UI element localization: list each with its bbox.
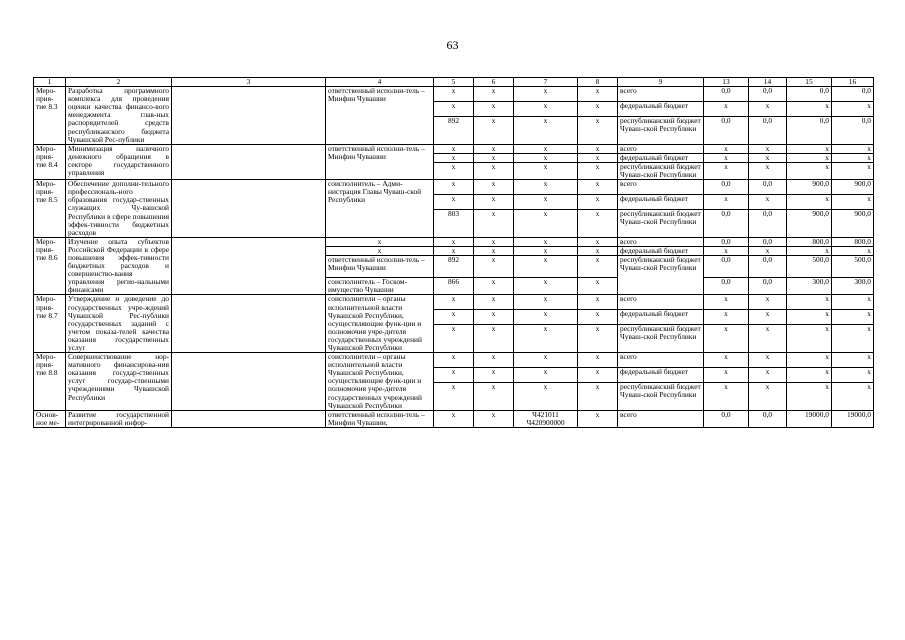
cell-col6: x xyxy=(474,410,514,427)
cell-col6: x xyxy=(474,310,514,325)
cell-col16: 800,0 xyxy=(832,237,874,246)
cell-col8: x xyxy=(578,237,618,246)
cell-col5: x xyxy=(434,237,474,246)
cell-col13: x xyxy=(704,101,749,116)
cell-col14: 0,0 xyxy=(749,255,787,277)
cell-col14: x xyxy=(749,295,787,310)
cell-col16: x xyxy=(832,310,874,325)
cell-funding-source: всего xyxy=(618,237,704,246)
cell-executor: соисполнитель – Адми-нистрация Главы Чуваш-ской Республики xyxy=(326,180,434,238)
column-header: 5 xyxy=(434,78,474,87)
cell-col8: x xyxy=(578,180,618,195)
cell-col8: x xyxy=(578,101,618,116)
cell-col13: 0,0 xyxy=(704,209,749,237)
cell-col6: x xyxy=(474,209,514,237)
cell-col5: 892 xyxy=(434,116,474,144)
cell-col16: 500,0 xyxy=(832,255,874,277)
cell-col7: x xyxy=(514,278,578,295)
cell-funding-source: республиканский бюджет Чуваш-ской Республики xyxy=(618,209,704,237)
column-header: 4 xyxy=(326,78,434,87)
cell-col16: 0,0 xyxy=(832,116,874,144)
page-number: 63 xyxy=(446,38,459,52)
column-header: 8 xyxy=(578,78,618,87)
cell-col16: x xyxy=(832,382,874,410)
cell-col16: x xyxy=(832,367,874,382)
cell-col3 xyxy=(172,295,326,353)
cell-col5: x xyxy=(434,144,474,153)
cell-col6: x xyxy=(474,237,514,246)
cell-col16: x xyxy=(832,162,874,179)
column-header: 2 xyxy=(66,78,172,87)
cell-measure-name: Утверждение и доведение до государственных учре-ждений Чувашской Рес-публики государственных заданий с учетом показа-телей качества оказания государственных услуг xyxy=(66,295,172,353)
cell-col8: x xyxy=(578,144,618,153)
cell-col15: 19000,0 xyxy=(787,410,832,427)
cell-col7: x xyxy=(514,382,578,410)
cell-measure-code: Меро- прия- тие 8.6 xyxy=(34,237,66,295)
cell-col13: 0,0 xyxy=(704,410,749,427)
cell-col14: 0,0 xyxy=(749,116,787,144)
cell-executor: соисполнители – органы исполнительной власти Чувашской Республики, осуществляющие функ-ции и полномочия учре-дителя государственных учреждений Чувашской Республики xyxy=(326,295,434,353)
cell-col5: x xyxy=(434,295,474,310)
cell-col7: x xyxy=(514,325,578,353)
cell-measure-code: Меро- прия- тие 8.7 xyxy=(34,295,66,353)
cell-col15: 800,0 xyxy=(787,237,832,246)
cell-col7: x xyxy=(514,116,578,144)
table-row xyxy=(34,410,874,427)
cell-col15: x xyxy=(787,153,832,162)
column-header: 13 xyxy=(704,78,749,87)
cell-col5: x xyxy=(434,87,474,102)
cell-col6: x xyxy=(474,162,514,179)
cell-col14: 0,0 xyxy=(749,180,787,195)
cell-col5: x xyxy=(434,101,474,116)
cell-col7: x xyxy=(514,353,578,368)
cell-col6: x xyxy=(474,246,514,255)
cell-col5: x xyxy=(434,410,474,427)
column-header: 3 xyxy=(172,78,326,87)
cell-col16: 900,0 xyxy=(832,180,874,195)
cell-funding-source: федеральный бюджет xyxy=(618,367,704,382)
cell-executor: ответственный исполни-тель – Минфин Чувашии, xyxy=(326,410,434,427)
cell-measure-code: Меро- прия- тие 8.4 xyxy=(34,144,66,179)
cell-col14: x xyxy=(749,194,787,209)
cell-col13: 0,0 xyxy=(704,237,749,246)
cell-funding-source: республиканский бюджет Чуваш-ской Республики xyxy=(618,325,704,353)
cell-funding-source: всего xyxy=(618,295,704,310)
cell-col7: x xyxy=(514,101,578,116)
cell-funding-source: всего xyxy=(618,144,704,153)
column-header: 16 xyxy=(832,78,874,87)
table-row xyxy=(34,144,874,153)
cell-funding-source: федеральный бюджет xyxy=(618,310,704,325)
cell-col16: x xyxy=(832,101,874,116)
cell-col15: x xyxy=(787,382,832,410)
cell-col16: 900,0 xyxy=(832,209,874,237)
cell-col14: x xyxy=(749,310,787,325)
cell-col6: x xyxy=(474,353,514,368)
cell-col7: x xyxy=(514,144,578,153)
budget-table xyxy=(33,77,874,428)
cell-col15: 300,0 xyxy=(787,278,832,295)
cell-funding-source: республиканский бюджет Чуваш-ской Республики xyxy=(618,382,704,410)
cell-measure-name: Минимизация наличного денежного обращения в секторе государственного управления xyxy=(66,144,172,179)
cell-col14: x xyxy=(749,367,787,382)
cell-col8: x xyxy=(578,87,618,102)
cell-col7: x xyxy=(514,295,578,310)
cell-measure-code: Меро- прия- тие 8.8 xyxy=(34,353,66,411)
cell-col14: x xyxy=(749,325,787,353)
cell-executor: x xyxy=(326,237,434,246)
cell-col8: x xyxy=(578,246,618,255)
cell-funding-source: федеральный бюджет xyxy=(618,194,704,209)
cell-col15: x xyxy=(787,101,832,116)
cell-col8: x xyxy=(578,116,618,144)
cell-col8: x xyxy=(578,278,618,295)
cell-col16: 0,0 xyxy=(832,87,874,102)
cell-measure-code: Основ- ное ме- xyxy=(34,410,66,427)
cell-col5: x xyxy=(434,310,474,325)
column-header: 9 xyxy=(618,78,704,87)
cell-col15: x xyxy=(787,367,832,382)
cell-col13: 0,0 xyxy=(704,87,749,102)
cell-col5: 803 xyxy=(434,209,474,237)
cell-measure-name: Разработка программного комплекса для проведения оценки качества финансо-вого менеджмента глав-ных распорядителей средств республиканского бюджета Чувашской Рес-публики xyxy=(66,87,172,145)
cell-col3 xyxy=(172,144,326,179)
cell-col8: x xyxy=(578,194,618,209)
cell-col5: 892 xyxy=(434,255,474,277)
column-header: 1 xyxy=(34,78,66,87)
column-header: 15 xyxy=(787,78,832,87)
cell-col8: x xyxy=(578,410,618,427)
cell-col6: x xyxy=(474,87,514,102)
cell-col14: x xyxy=(749,353,787,368)
cell-col7: x xyxy=(514,255,578,277)
cell-measure-name: Развитие государственной интегрированной инфор- xyxy=(66,410,172,427)
cell-col13: 0,0 xyxy=(704,116,749,144)
cell-col13: 0,0 xyxy=(704,278,749,295)
cell-col5: 866 xyxy=(434,278,474,295)
cell-funding-source: федеральный бюджет xyxy=(618,153,704,162)
cell-col16: 300,0 xyxy=(832,278,874,295)
table-row xyxy=(34,237,874,246)
cell-col14: x xyxy=(749,101,787,116)
cell-executor: ответственный исполни-тель – Минфин Чувашии xyxy=(326,255,434,277)
cell-col13: x xyxy=(704,194,749,209)
cell-col13: x xyxy=(704,144,749,153)
cell-col13: x xyxy=(704,367,749,382)
cell-col7: x xyxy=(514,180,578,195)
cell-col6: x xyxy=(474,295,514,310)
cell-col13: x xyxy=(704,310,749,325)
cell-col13: x xyxy=(704,325,749,353)
cell-col14: x xyxy=(749,162,787,179)
cell-col15: 0,0 xyxy=(787,116,832,144)
cell-col6: x xyxy=(474,278,514,295)
cell-col15: x xyxy=(787,295,832,310)
cell-funding-source: всего xyxy=(618,353,704,368)
table-row xyxy=(34,295,874,310)
cell-col7: x xyxy=(514,87,578,102)
cell-col13: 0,0 xyxy=(704,180,749,195)
cell-col7: x xyxy=(514,237,578,246)
cell-col5: x xyxy=(434,180,474,195)
cell-col8: x xyxy=(578,382,618,410)
cell-col15: 500,0 xyxy=(787,255,832,277)
cell-funding-source: федеральный бюджет xyxy=(618,101,704,116)
cell-col5: x xyxy=(434,162,474,179)
cell-col15: 900,0 xyxy=(787,180,832,195)
cell-col7: x xyxy=(514,310,578,325)
cell-col16: x xyxy=(832,246,874,255)
cell-col15: x xyxy=(787,325,832,353)
cell-col7: x xyxy=(514,246,578,255)
cell-col14: 0,0 xyxy=(749,87,787,102)
cell-col13: x xyxy=(704,382,749,410)
cell-col16: 19000,0 xyxy=(832,410,874,427)
cell-col6: x xyxy=(474,382,514,410)
cell-col8: x xyxy=(578,162,618,179)
cell-col6: x xyxy=(474,367,514,382)
cell-col3 xyxy=(172,237,326,295)
cell-col7: x xyxy=(514,162,578,179)
cell-funding-source: республиканский бюджет Чуваш-ской Республики xyxy=(618,162,704,179)
cell-col15: x xyxy=(787,353,832,368)
cell-col15: 0,0 xyxy=(787,87,832,102)
cell-col16: x xyxy=(832,194,874,209)
cell-col8: x xyxy=(578,209,618,237)
cell-col6: x xyxy=(474,101,514,116)
cell-col14: x xyxy=(749,382,787,410)
cell-col5: x xyxy=(434,194,474,209)
cell-measure-name: Совершенствование нор-мативного финансирова-ния оказания государ-ственных услуг государ-ственными учреждениями Чувашской Республики xyxy=(66,353,172,411)
cell-col16: x xyxy=(832,144,874,153)
cell-col14: 0,0 xyxy=(749,237,787,246)
header-row xyxy=(34,78,874,87)
cell-col16: x xyxy=(832,325,874,353)
table-row xyxy=(34,87,874,102)
cell-measure-code: Меро- прия- тие 8.5 xyxy=(34,180,66,238)
cell-col5: x xyxy=(434,246,474,255)
cell-col8: x xyxy=(578,353,618,368)
cell-col6: x xyxy=(474,116,514,144)
cell-col8: x xyxy=(578,367,618,382)
cell-col13: x xyxy=(704,295,749,310)
cell-executor: x xyxy=(326,246,434,255)
cell-funding-source: всего xyxy=(618,180,704,195)
cell-col15: x xyxy=(787,162,832,179)
cell-executor: соисполнители – органы исполнительной власти Чувашской Республики, осуществляющие функ-ции и полномочия учре-дителя государственных учреждений Чувашской Республики xyxy=(326,353,434,411)
cell-measure-name: Изучение опыта субъектов Российской Федерации в сфере повышения эффек-тивности бюджетных расходов и совершенство-вания управления регио-нальными финансами xyxy=(66,237,172,295)
column-header: 14 xyxy=(749,78,787,87)
cell-col14: x xyxy=(749,153,787,162)
cell-col6: x xyxy=(474,180,514,195)
cell-col6: x xyxy=(474,194,514,209)
cell-col6: x xyxy=(474,255,514,277)
cell-col15: x xyxy=(787,246,832,255)
cell-funding-source: республиканский бюджет Чуваш-ской Республики xyxy=(618,255,704,294)
cell-col8: x xyxy=(578,325,618,353)
cell-col13: x xyxy=(704,246,749,255)
cell-executor: соисполнитель – Госком-имущество Чувашии xyxy=(326,278,434,295)
cell-col5: x xyxy=(434,367,474,382)
cell-executor: ответственный исполни-тель – Минфин Чувашии xyxy=(326,144,434,179)
cell-col7: x xyxy=(514,209,578,237)
cell-col8: x xyxy=(578,255,618,277)
cell-col14: 0,0 xyxy=(749,209,787,237)
cell-col3 xyxy=(172,353,326,411)
column-header: 6 xyxy=(474,78,514,87)
cell-col3 xyxy=(172,87,326,145)
cell-funding-source: федеральный бюджет xyxy=(618,246,704,255)
cell-col8: x xyxy=(578,295,618,310)
cell-col14: x xyxy=(749,246,787,255)
cell-col3 xyxy=(172,180,326,238)
cell-col14: x xyxy=(749,144,787,153)
cell-col13: x xyxy=(704,153,749,162)
cell-col15: x xyxy=(787,194,832,209)
column-header: 7 xyxy=(514,78,578,87)
cell-measure-name: Обеспечение дополни-тельного профессиональ-ного образования государ-ственных служащих Чу-вашской Республики в сфере повышения эффек-тивности бюджетных расходов xyxy=(66,180,172,238)
cell-col14: 0,0 xyxy=(749,410,787,427)
cell-col7: Ч421011 Ч420900000 xyxy=(514,410,578,427)
cell-col13: x xyxy=(704,162,749,179)
cell-col16: x xyxy=(832,295,874,310)
cell-funding-source: всего xyxy=(618,410,704,427)
cell-funding-source: республиканский бюджет Чуваш-ской Республики xyxy=(618,116,704,144)
cell-col15: 900,0 xyxy=(787,209,832,237)
cell-col3 xyxy=(172,410,326,427)
cell-col7: x xyxy=(514,153,578,162)
cell-col5: x xyxy=(434,382,474,410)
cell-col6: x xyxy=(474,325,514,353)
cell-col16: x xyxy=(832,153,874,162)
cell-col14: 0,0 xyxy=(749,278,787,295)
cell-funding-source: всего xyxy=(618,87,704,102)
cell-col5: x xyxy=(434,325,474,353)
cell-col6: x xyxy=(474,144,514,153)
cell-col16: x xyxy=(832,353,874,368)
cell-col15: x xyxy=(787,310,832,325)
table-body xyxy=(34,87,874,428)
table-row xyxy=(34,180,874,195)
cell-col13: x xyxy=(704,353,749,368)
cell-col6: x xyxy=(474,153,514,162)
cell-col15: x xyxy=(787,144,832,153)
cell-col13: 0,0 xyxy=(704,255,749,277)
cell-col7: x xyxy=(514,194,578,209)
cell-executor: ответственный исполни-тель – Минфин Чувашии xyxy=(326,87,434,145)
cell-col8: x xyxy=(578,153,618,162)
cell-measure-code: Меро- прия- тие 8.3 xyxy=(34,87,66,145)
cell-col7: x xyxy=(514,367,578,382)
cell-col8: x xyxy=(578,310,618,325)
table-row xyxy=(34,353,874,368)
cell-col5: x xyxy=(434,153,474,162)
cell-col5: x xyxy=(434,353,474,368)
